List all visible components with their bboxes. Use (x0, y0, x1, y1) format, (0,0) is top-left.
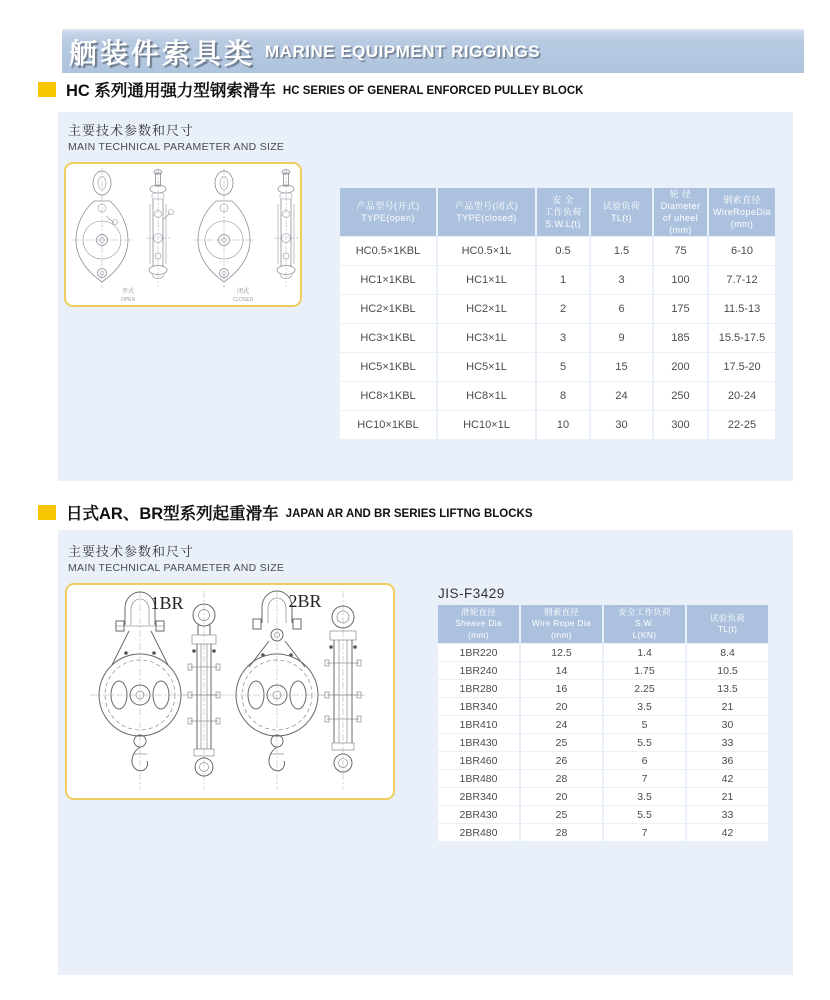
table-row (340, 324, 775, 352)
table-cell: 15.5-17.5 (709, 324, 775, 352)
table-cell: HC2×1L (438, 295, 535, 323)
table-cell: 0.5 (537, 237, 589, 265)
table-cell: 300 (654, 411, 707, 439)
table-cell: 24 (591, 382, 652, 410)
table-cell: 28 (521, 770, 602, 787)
table-row (438, 644, 769, 661)
section2-panel (58, 530, 793, 975)
table-cell: 25 (521, 734, 602, 751)
column-header: 产品型号(开式) TYPE(open) (340, 188, 436, 236)
table-cell: 14 (521, 662, 602, 679)
1br-side-drawing (182, 591, 226, 789)
table-cell: HC0.5×1KBL (340, 237, 436, 265)
hc-pulley-drawing (66, 164, 300, 305)
table-cell: 26 (521, 752, 602, 769)
table-row (340, 382, 775, 410)
table-cell: 250 (654, 382, 707, 410)
table-cell: 2BR430 (438, 806, 519, 823)
2br-side-drawing (319, 591, 367, 789)
page-banner (62, 29, 804, 73)
column-header: 产品型号(闭式) TYPE(closed) (438, 188, 535, 236)
table-cell: 36 (687, 752, 768, 769)
column-header: 钢索直径 Wire Rope Dia (mm) (521, 605, 602, 643)
table-row (438, 806, 769, 823)
table-row (438, 662, 769, 679)
table-cell: HC1×1KBL (340, 266, 436, 294)
table-cell: 9 (591, 324, 652, 352)
table-row (438, 734, 769, 751)
column-header: 钢索直径 WireRopeDia (mm) (709, 188, 775, 236)
table-cell: 20 (521, 788, 602, 805)
table-cell: 175 (654, 295, 707, 323)
table-cell: 1BR220 (438, 644, 519, 661)
column-header: 安全工作负荷 S.W. L(KN) (604, 605, 685, 643)
hc-open-side-drawing (146, 168, 174, 286)
table-cell: HC2×1KBL (340, 295, 436, 323)
table-cell: 7 (604, 770, 685, 787)
table-cell: 8 (537, 382, 589, 410)
br-spec-table (438, 605, 769, 841)
table-cell: 10.5 (687, 662, 768, 679)
table-cell: 25 (521, 806, 602, 823)
table-cell: 21 (687, 788, 768, 805)
table-cell: 1BR340 (438, 698, 519, 715)
table-row (438, 698, 769, 715)
table-cell: 12.5 (521, 644, 602, 661)
table-cell: 21 (687, 698, 768, 715)
table-row (438, 770, 769, 787)
section1-heading (38, 82, 583, 99)
table-cell: 1BR480 (438, 770, 519, 787)
column-header: 试验负荷 TL(t) (591, 188, 652, 236)
table-cell: 1 (537, 266, 589, 294)
table-cell: 5 (537, 353, 589, 381)
table-cell: 1.75 (604, 662, 685, 679)
table-cell: 2.25 (604, 680, 685, 697)
hc-table-body (340, 237, 775, 439)
section2-title-en: JAPAN AR AND BR SERIES LIFTNG BLOCKS (285, 508, 533, 521)
subheading-zh: 主要技术参数和尺寸 (68, 544, 195, 559)
hc-closed-side-drawing (274, 168, 298, 286)
table-cell: 6 (591, 295, 652, 323)
table-cell: 100 (654, 266, 707, 294)
table-cell: 15 (591, 353, 652, 381)
table-cell: 24 (521, 716, 602, 733)
table-cell: 2BR480 (438, 824, 519, 841)
table-cell: 1BR410 (438, 716, 519, 733)
table-cell: 11.5-13 (709, 295, 775, 323)
table-cell: 42 (687, 824, 768, 841)
jis-standard-label: JIS-F3429 (438, 586, 505, 601)
br-table-header-row (438, 605, 769, 643)
banner-title-zh: 舾装件索具类 (69, 38, 256, 69)
table-cell: 17.5-20 (709, 353, 775, 381)
table-cell: 28 (521, 824, 602, 841)
section2-heading (38, 505, 533, 522)
table-row (340, 411, 775, 439)
table-cell: 1.5 (591, 237, 652, 265)
hc-open-front-drawing (72, 168, 132, 288)
table-cell: 5.5 (604, 734, 685, 751)
table-cell: 1BR430 (438, 734, 519, 751)
hc-spec-table (340, 188, 775, 439)
table-row (438, 680, 769, 697)
hc-pulley-diagram-box (64, 162, 302, 307)
table-cell: HC8×1KBL (340, 382, 436, 410)
hc-closed-front-drawing (194, 168, 254, 288)
section1-title-zh: HC 系列通用强力型钢索滑车 (66, 81, 276, 100)
1br-front-drawing (90, 591, 190, 789)
table-cell: 3.5 (604, 698, 685, 715)
table-cell: 7.7-12 (709, 266, 775, 294)
2br-front-drawing (227, 591, 327, 789)
open-label-en: OPEN (120, 297, 136, 303)
table-cell: 22-25 (709, 411, 775, 439)
table-cell: HC10×1KBL (340, 411, 436, 439)
open-label-zh: 开式 (121, 289, 135, 295)
table-cell: 10 (537, 411, 589, 439)
table-cell: 200 (654, 353, 707, 381)
subheading-en: MAIN TECHNICAL PARAMETER AND SIZE (68, 141, 285, 153)
table-row (340, 295, 775, 323)
table-row (438, 752, 769, 769)
table-cell: 75 (654, 237, 707, 265)
column-header: 滑轮直径 Sheave Dia (mm) (438, 605, 519, 643)
column-header: 试验负荷 TL(t) (687, 605, 768, 643)
yellow-bullet-icon (38, 505, 56, 520)
table-cell: 30 (687, 716, 768, 733)
table-cell: 1BR240 (438, 662, 519, 679)
table-row (340, 353, 775, 381)
section2-subheading (68, 541, 284, 574)
table-row (340, 237, 775, 265)
table-cell: 33 (687, 734, 768, 751)
table-cell: 42 (687, 770, 768, 787)
closed-label-en: CLOSED (232, 297, 254, 303)
table-cell: 20-24 (709, 382, 775, 410)
column-header: 安 全 工作负荷 S.W.L(t) (537, 188, 589, 236)
table-cell: HC0.5×1L (438, 237, 535, 265)
yellow-bullet-icon (38, 82, 56, 97)
br-block-diagram-box (65, 583, 395, 800)
section1-panel (58, 112, 793, 481)
table-cell: 20 (521, 698, 602, 715)
table-cell: HC5×1L (438, 353, 535, 381)
table-cell: 33 (687, 806, 768, 823)
section2-title-zh: 日式AR、BR型系列起重滑车 (66, 504, 279, 523)
table-cell: 16 (521, 680, 602, 697)
closed-label-zh: 闭式 (236, 289, 250, 295)
table-cell: 3 (537, 324, 589, 352)
table-cell: 3.5 (604, 788, 685, 805)
table-row (340, 266, 775, 294)
hc-table-header-row (340, 188, 775, 236)
column-header: 轮 径 Diameter of uheel (mm) (654, 188, 707, 236)
table-cell: 8.4 (687, 644, 768, 661)
table-row (438, 788, 769, 805)
table-cell: HC3×1L (438, 324, 535, 352)
table-cell: 2BR340 (438, 788, 519, 805)
table-cell: 6 (604, 752, 685, 769)
2br-label: 2BR (288, 591, 322, 611)
table-cell: 5.5 (604, 806, 685, 823)
table-row (438, 824, 769, 841)
br-block-drawing (67, 585, 393, 798)
table-cell: 5 (604, 716, 685, 733)
table-cell: 1BR280 (438, 680, 519, 697)
subheading-en: MAIN TECHNICAL PARAMETER AND SIZE (68, 562, 285, 574)
table-cell: 1.4 (604, 644, 685, 661)
section1-title-en: HC SERIES OF GENERAL ENFORCED PULLEY BLOCK (282, 85, 584, 98)
table-cell: 30 (591, 411, 652, 439)
table-cell: 1BR460 (438, 752, 519, 769)
table-cell: 2 (537, 295, 589, 323)
table-cell: HC1×1L (438, 266, 535, 294)
section1-subheading (68, 120, 284, 153)
table-cell: 7 (604, 824, 685, 841)
table-cell: 13.5 (687, 680, 768, 697)
subheading-zh: 主要技术参数和尺寸 (68, 123, 195, 138)
table-cell: HC8×1L (438, 382, 535, 410)
table-cell: 185 (654, 324, 707, 352)
table-cell: HC5×1KBL (340, 353, 436, 381)
br-table-body (438, 644, 769, 841)
1br-label: 1BR (150, 593, 184, 613)
table-cell: 6-10 (709, 237, 775, 265)
table-cell: 3 (591, 266, 652, 294)
table-row (438, 716, 769, 733)
table-cell: HC3×1KBL (340, 324, 436, 352)
banner-title-en: MARINE EQUIPMENT RIGGINGS (265, 42, 541, 61)
table-cell: HC10×1L (438, 411, 535, 439)
